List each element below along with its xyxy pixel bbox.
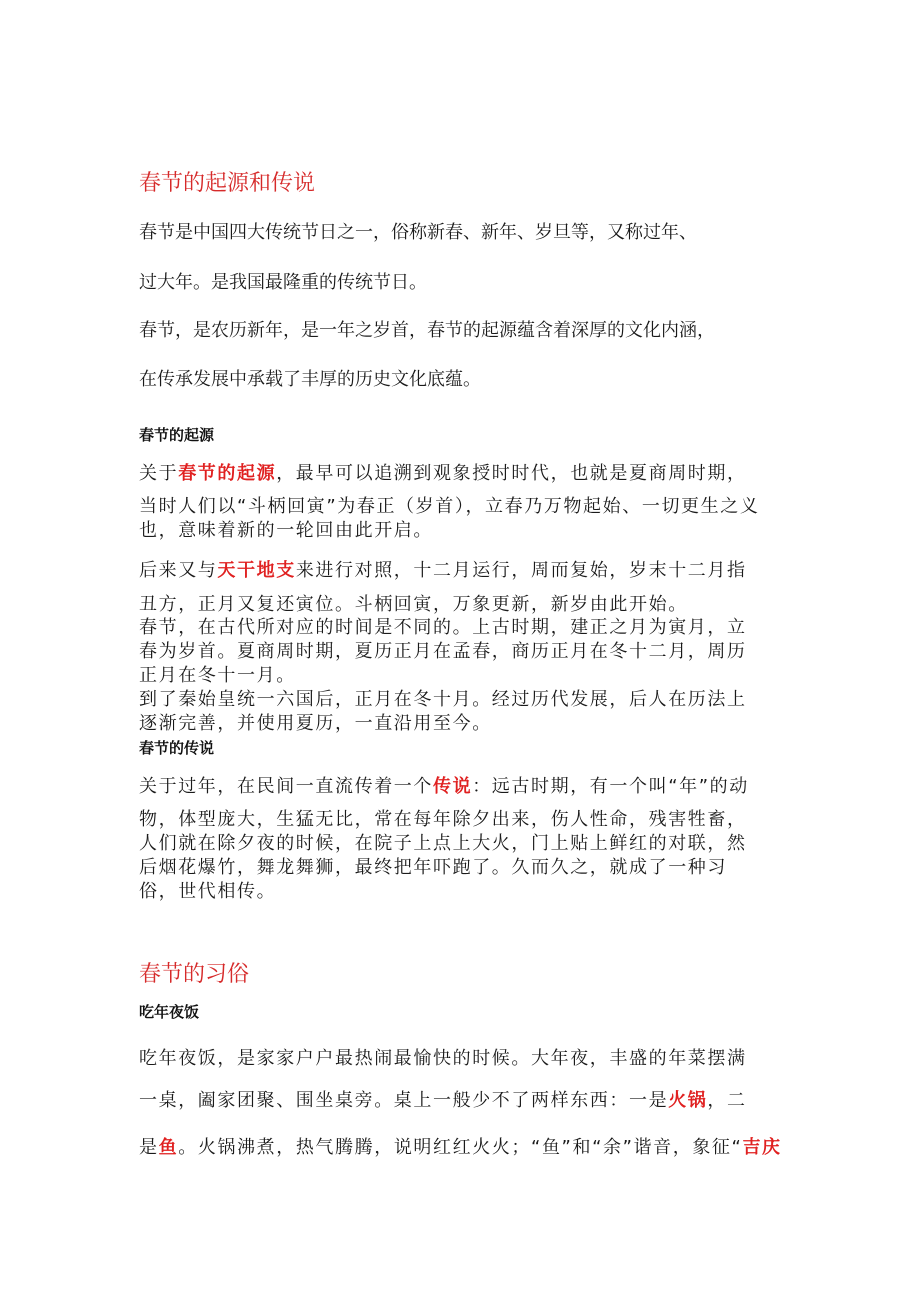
origin-line-1 [139,461,747,487]
legend-line-3: 人们就在除夕夜的时候，在院子上点上大火，门上贴上鲜红的对联，然 [139,833,747,854]
customs-line-1: 吃年夜饭，是家家户户最热闹最愉快的时候。大年夜，丰盛的年菜摆满 [139,1048,747,1069]
subheading-origin: 春节的起源 [139,426,215,444]
origin-line-7: 春为岁首。夏商周时期，夏历正月在孟春，商历正月在冬十二月，周历 [139,641,747,662]
text: 一桌，阖家团聚、围坐桌旁。桌上一般少不了两样东西：一是 [139,1090,669,1111]
highlight-hotpot: 火锅 [668,1090,708,1111]
origin-line-5: 丑方，正月又复还寅位。斗柄回寅，万象更新，新岁由此开始。 [139,594,688,615]
text: 。火锅沸煮，热气腾腾，说明红红火火；“鱼”和“余”谐音，象征“ [178,1137,743,1158]
origin-line-9: 到了秦始皇统一六国后，正月在冬十月。经过历代发展，后人在历法上 [139,689,747,710]
text: 来进行对照，十二月运行，周而复始，岁末十二月指 [295,560,747,581]
customs-line-2 [139,1088,747,1114]
highlight-legend: 传说 [433,776,473,797]
intro-line-3: 春节，是农历新年，是一年之岁首，春节的起源蕴含着深厚的文化内涵， [139,320,715,341]
highlight-tiangan-dizhi: 天干地支 [217,560,296,581]
text: ，二 [707,1090,747,1111]
origin-line-4 [139,558,747,584]
highlight-jiqing: 吉庆 [742,1137,782,1158]
origin-line-2: 当时人们以“斗柄回寅”为春正（岁首），立春乃万物起始、一切更生之义 [139,496,760,517]
highlight-fish: 鱼 [158,1137,179,1158]
legend-line-5: 俗，世代相传。 [139,881,277,902]
subheading-new-year-dinner: 吃年夜饭 [139,1003,200,1021]
legend-line-1 [139,774,749,800]
intro-line-4: 在传承发展中承载了丰厚的历史文化底蕴。 [139,369,481,390]
section-title-origin-legend: 春节的起源和传说 [139,171,316,196]
text: 关于 [139,463,179,484]
customs-line-3 [139,1135,782,1161]
origin-line-10: 逐渐完善，并使用夏历，一直沿用至今。 [139,713,492,734]
text: 后来又与 [139,560,218,581]
legend-line-4: 后烟花爆竹，舞龙舞狮，最终把年吓跑了。久而久之，就成了一种习 [139,857,727,878]
origin-line-3: 也，意味着新的一轮回由此开启。 [139,520,433,541]
text: ：远古时期，有一个叫“年”的动 [472,776,749,797]
origin-line-8: 正月在冬十一月。 [139,665,296,686]
highlight-origin: 春节的起源 [178,463,277,484]
text: 是 [139,1137,159,1158]
legend-line-2: 物，体型庞大，生猛无比，常在每年除夕出来，伤人性命，残害牲畜， [139,809,747,830]
intro-line-2: 过大年。是我国最隆重的传统节日。 [139,272,427,293]
text: ，最早可以追溯到观象授时时代，也就是夏商周时期， [276,463,747,484]
intro-line-1: 春节是中国四大传统节日之一，俗称新春、新年、岁旦等，又称过年、 [139,222,697,243]
subheading-legend: 春节的传说 [139,739,215,757]
origin-line-6: 春节，在古代所对应的时间是不同的。上古时期，建正之月为寅月，立 [139,617,747,638]
section-title-customs: 春节的习俗 [139,962,250,987]
text: 关于过年，在民间一直流传着一个 [139,776,433,797]
